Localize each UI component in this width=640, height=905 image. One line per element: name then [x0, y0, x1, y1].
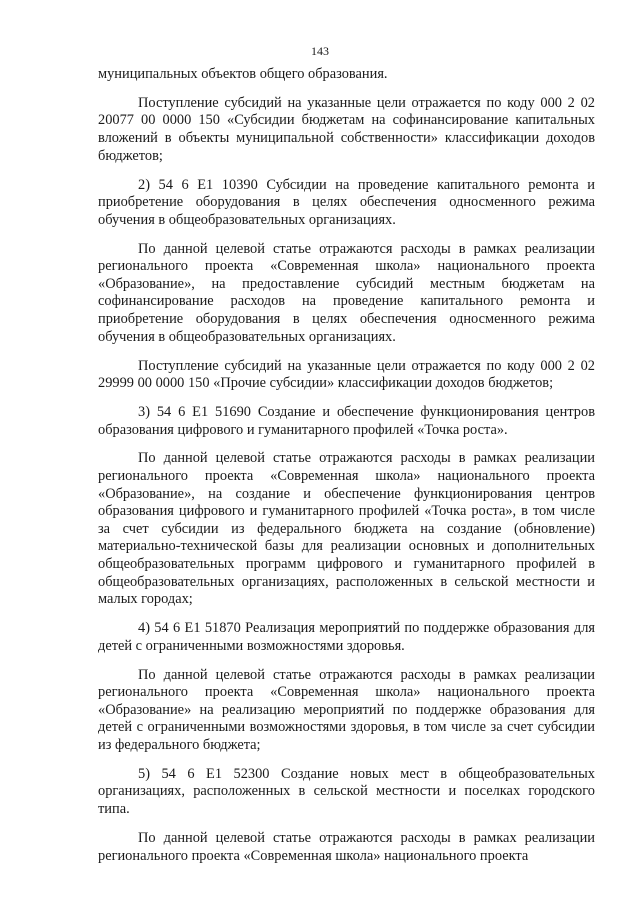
document-body [98, 66, 595, 876]
paragraph-revenue-code-2: Поступление субсидий на указанные цели отражается по коду 000 2 02 29999 00 0000 150 «Прочие субсидии» классификации доходов бюджетов; [98, 357, 595, 392]
paragraph-item-2-description: По данной целевой статье отражаются расходы в рамках реализации регионального проекта «Современная школа» национального проекта «Образование», на предоставление субсидий местным бюджетам на софинансирование расходов на проведение капитального ремонта и приобретение оборудования в целях обеспечения односменного режима обучения в общеобразовательных организациях. [98, 240, 595, 345]
paragraph-item-2: 2) 54 6 E1 10390 Субсидии на проведение капитального ремонта и приобретение оборудования в целях обеспечения односменного режима обучения в общеобразовательных организациях. [98, 176, 595, 228]
paragraph-item-4: 4) 54 6 E1 51870 Реализация мероприятий по поддержке образования для детей с ограниченными возможностями здоровья. [98, 620, 595, 654]
paragraph-item-5: 5) 54 6 E1 52300 Создание новых мест в общеобразовательных организациях, расположенных в сельской местности и поселках городского типа. [98, 765, 595, 818]
paragraph-item-5-description: По данной целевой статье отражаются расходы в рамках реализации регионального проекта «Современная школа» национального проекта [98, 829, 595, 864]
paragraph-continuation: муниципальных объектов общего образования. [98, 66, 388, 82]
page-number: 143 [311, 44, 329, 58]
paragraph-item-3-description: По данной целевой статье отражаются расходы в рамках реализации регионального проекта «Современная школа» национального проекта «Образование», на создание и обеспечение функционирования центров образования цифрового и гуманитарного профилей «Точка роста», в том числе за счет субсидии из федерального бюджета на создание (обновление) материально-технической базы для реализации основных и дополнительных общеобразовательных программ цифрового и гуманитарного профилей в общеобразовательных организациях, расположенных в сельской местности и малых городах; [98, 450, 595, 608]
paragraph-revenue-code-1: Поступление субсидий на указанные цели отражается по коду 000 2 02 20077 00 0000 150 «Субсидии бюджетам на софинансирование капитальных вложений в объекты муниципальной собственности» классификации доходов бюджетов; [98, 94, 595, 164]
paragraph-item-3: 3) 54 6 E1 51690 Создание и обеспечение функционирования центров образования цифрового и гуманитарного профилей «Точка роста». [98, 403, 595, 438]
paragraph-item-4-description: По данной целевой статье отражаются расходы в рамках реализации регионального проекта «Современная школа» национального проекта «Образование» на реализацию мероприятий по поддержке образования для детей с ограниченными возможностями здоровья, в том числе за счет субсидии из федерального бюджета; [98, 666, 595, 753]
